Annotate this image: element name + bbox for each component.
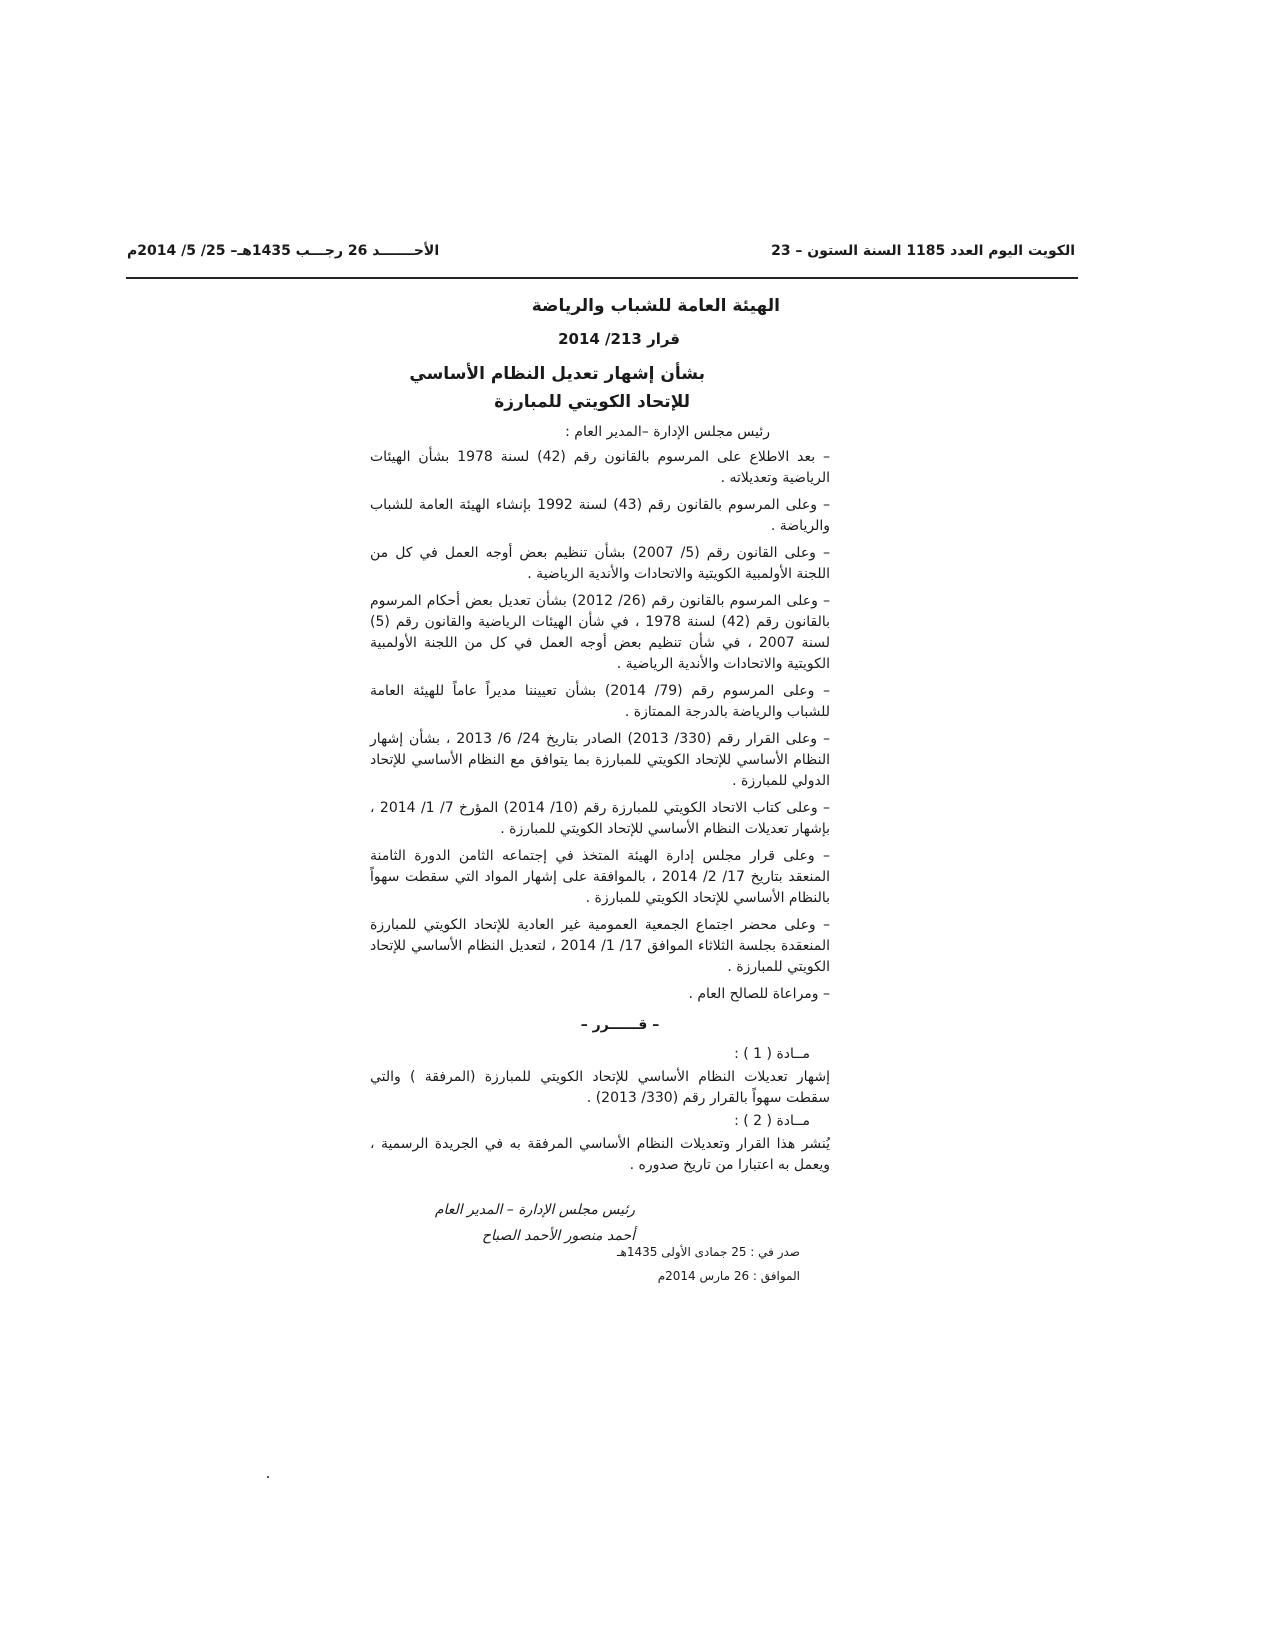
gazette-issue-header: الكويت اليوم العدد 1185 السنة الستون – 23 — [771, 243, 1075, 259]
issuing-authority: الهيئة العامة للشباب والرياضة — [531, 296, 780, 316]
preamble-clause: – وعلى المرسوم بالقانون رقم (43) لسنة 1992 بإنشاء الهيئة العامة للشباب والرياضة . — [370, 497, 830, 534]
preamble-clause: – وعلى محضر اجتماع الجمعية العمومية غير العادية للإتحاد الكويتي للمبارزة المنعقدة بجلسة الثلاثاء الموافق 17/ 1/ 2014 ، لتعديل النظام الأساسي للإتحاد الكويتي للمبارزة . — [370, 917, 830, 975]
preamble-clause: – بعد الاطلاع على المرسوم بالقانون رقم (42) لسنة 1978 بشأن الهيئات الرياضية وتعديلاته . — [370, 449, 830, 486]
decision-subject-line-2: للإتحاد الكويتي للمبارزة — [494, 392, 690, 412]
preamble-clause: – وعلى قرار مجلس إدارة الهيئة المتخذ في إجتماعه الثامن الدورة الثامنة المنعقد بتاريخ 17/ 2/ 2014 ، بالموافقة على إشهار المواد التي سقطت سهواً بالنظام الأساسي للإتحاد الكويتي للمبارزة . — [370, 848, 830, 906]
signatory-name: أحمد منصور الأحمد الصباح — [482, 1228, 635, 1244]
issue-date-gregorian: الموافق : 26 مارس 2014م — [657, 1269, 800, 1283]
issuer-line: رئيس مجلس الإدارة –المدير العام : — [565, 424, 770, 440]
scan-speck — [267, 1476, 269, 1478]
preamble-clause: – وعلى كتاب الاتحاد الكويتي للمبارزة رقم (10/ 2014) المؤرخ 7/ 1/ 2014 ، بإشهار تعديلات النظام الأساسي للإتحاد الكويتي للمبارزة . — [370, 800, 830, 837]
preamble-clause: – وعلى القانون رقم (5/ 2007) بشأن تنظيم بعض أوجه العمل في كل من اللجنة الأولمبية الكويتية والاتحادات والأندية الرياضية . — [370, 545, 830, 582]
gazette-date-header: الأحـــــــد 26 رجـــب 1435هـ– 25/ 5/ 2014م — [127, 243, 440, 259]
preamble-clause: – وعلى المرسوم رقم (79/ 2014) بشأن تعييننا مديراً عاماً للهيئة العامة للشباب والرياضة بالدرجة الممتازة . — [370, 683, 831, 720]
preamble-clause: – ومراعاة للصالح العام . — [688, 986, 830, 1002]
decision-number: قرار 213/ 2014 — [558, 330, 680, 348]
article-2-title: مــادة ( 2 ) : — [734, 1113, 810, 1129]
article-1-title: مــادة ( 1 ) : — [734, 1046, 810, 1062]
article-1-text: إشهار تعديلات النظام الأساسي للإتحاد الكويتي للمبارزة (المرفقة ) والتي سقطت سهواً بالقرار رقم (330/ 2013) . — [370, 1069, 830, 1106]
issue-date-block — [540, 1240, 800, 1288]
verdict-heading: – قــــــرر – — [580, 1017, 660, 1033]
decision-subject-line-1: بشأن إشهار تعديل النظام الأساسي — [409, 364, 705, 384]
issue-date-hijri: صدر في : 25 جمادى الأولى 1435هـ — [616, 1245, 800, 1259]
article-2-text: يُنشر هذا القرار وتعديلات النظام الأساسي المرفقة به في الجريدة الرسمية ، ويعمل به اعتبارا من تاريخ صدوره . — [370, 1136, 830, 1173]
preamble-clause: – وعلى القرار رقم (330/ 2013) الصادر بتاريخ 24/ 6/ 2013 ، بشأن إشهار النظام الأساسي للإتحاد الكويتي للمبارزة بما يتوافق مع النظام الأساسي للإتحاد الدولي للمبارزة . — [370, 731, 830, 789]
signatory-title: رئيس مجلس الإدارة – المدير العام — [434, 1202, 635, 1218]
preamble-clause: – وعلى المرسوم بالقانون رقم (26/ 2012) بشأن تعديل بعض أحكام المرسوم بالقانون رقم (42) لسنة 1978 ، في شأن الهيئات الرياضية والقانون رقم (5) لسنة 2007 ، في شأن تنظيم بعض أوجه العمل في كل من اللجنة الأولمبية الكويتية والاتحادات والأندية الرياضية . — [370, 593, 831, 672]
decision-body — [370, 296, 830, 1176]
header-divider — [126, 277, 1078, 279]
